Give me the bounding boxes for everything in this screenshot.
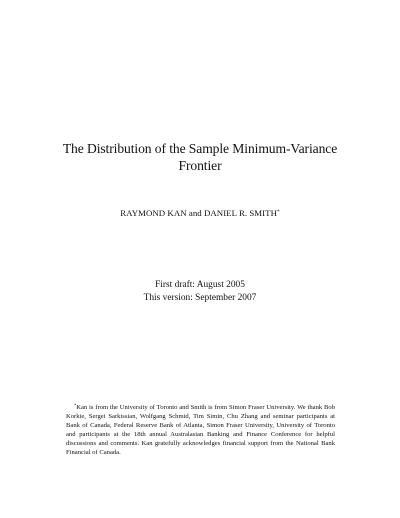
- author-footnote: [66, 404, 335, 457]
- first-draft-date: First draft: August 2005: [155, 280, 245, 290]
- author-footnote-mark: *: [276, 209, 280, 215]
- author-line: [40, 208, 360, 219]
- footnote-mark: *: [74, 402, 77, 408]
- footnote-text: Kan is from the University of Toronto and Smith is from Simon Fraser University. We thank Bob Korkie, Sergei Sarkissian, Wolfgang Schmid, Tim Simin, Chu Zhang and seminar participants at Bank of Canada, Federal Reserve Bank of Atlanta, Simon Fraser University, University of Toronto and participants at the 18th annual Australasian Banking and Finance Conference for helpful discussions and comments. Kan gratefully acknowledges financial support from the National Bank Financial of Canada.: [66, 404, 335, 456]
- draft-dates: [40, 279, 360, 304]
- author-names: RAYMOND KAN and DANIEL R. SMITH: [120, 208, 277, 218]
- this-version-date: This version: September 2007: [143, 292, 257, 303]
- paper-title: The Distribution of the Sample Minimum-Variance Frontier: [62, 141, 338, 173]
